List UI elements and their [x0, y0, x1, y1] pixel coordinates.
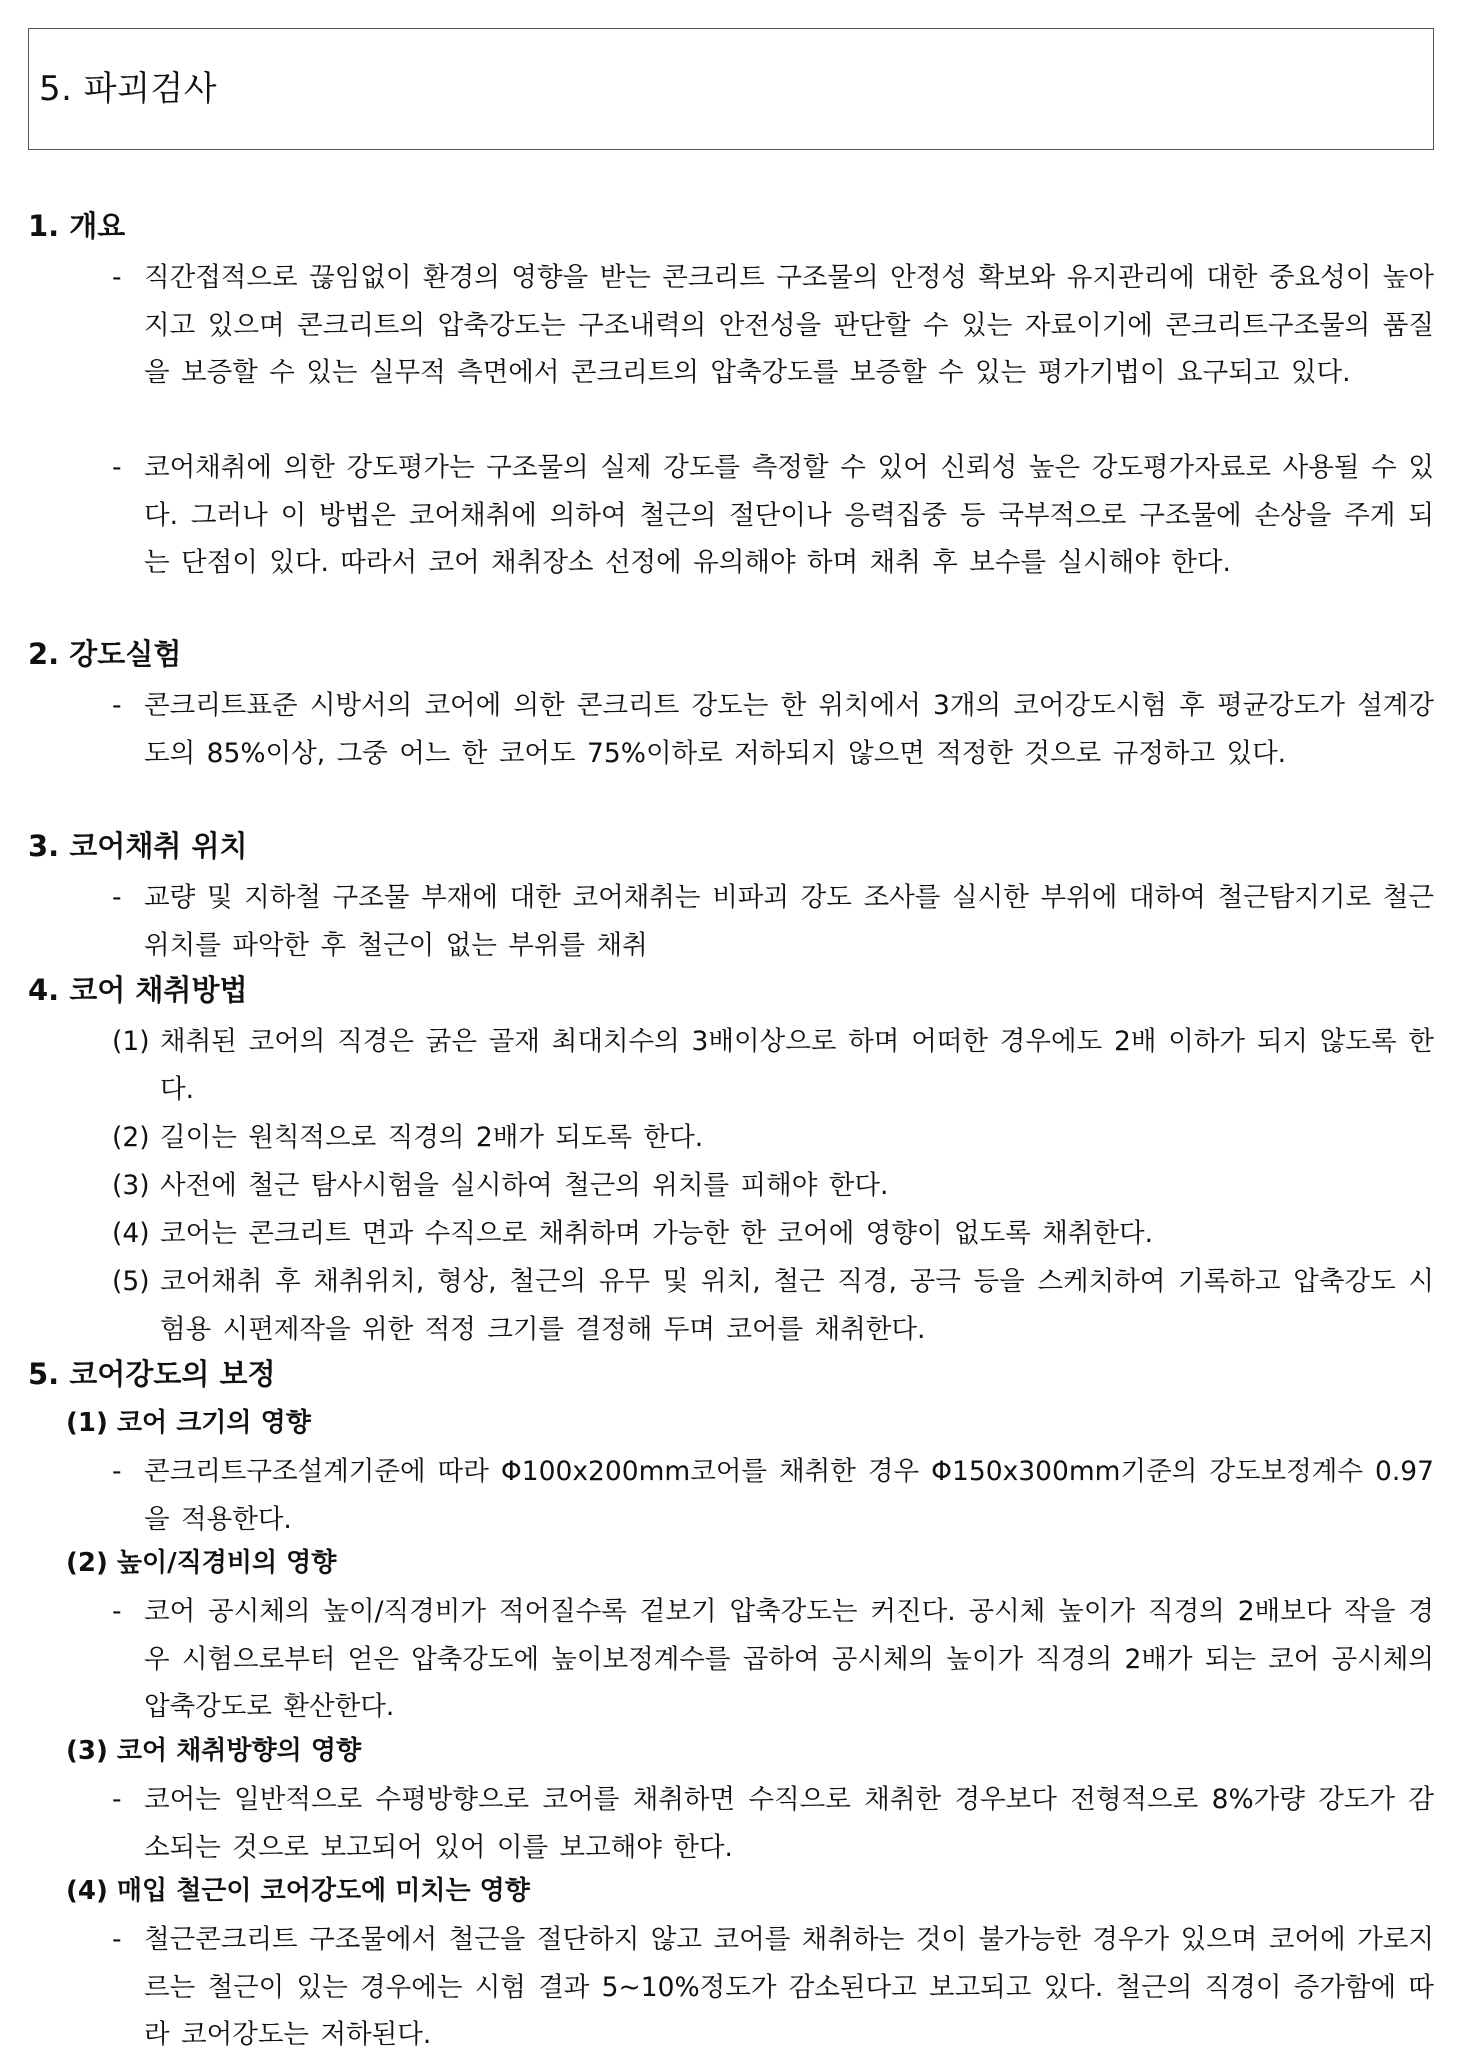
- overview-paragraph-1: [112, 254, 1434, 397]
- core-size-paragraph: [112, 1448, 1434, 1543]
- dash-bullet: -: [112, 882, 122, 913]
- dash-bullet: -: [112, 1596, 122, 1627]
- strength-test-paragraph: [112, 682, 1434, 777]
- paragraph-text: 교량 및 지하철 구조물 부재에 대한 코어채취는 비파괴 강도 조사를 실시한 부위에 대하여 철근탐지기로 철근위치를 파악한 후 철근이 없는 부위를 채취: [144, 882, 1434, 961]
- section-heading-core-correction: 5. 코어강도의 보정: [28, 1357, 276, 1391]
- coring-direction-paragraph: [112, 1776, 1434, 1871]
- item-text: 코어는 콘크리트 면과 수직으로 채취하며 가능한 한 코어에 영향이 없도록 채취한다.: [160, 1218, 1154, 1249]
- subsection-heading-core-size: (1) 코어 크기의 영향: [66, 1408, 311, 1438]
- item-number: (2): [112, 1122, 150, 1153]
- page-title: 5. 파괴검사: [39, 69, 218, 109]
- subsection-heading-height-diameter: (2) 높이/직경비의 영향: [66, 1548, 337, 1578]
- item-text: 사전에 철근 탐사시험을 실시하여 철근의 위치를 피해야 한다.: [160, 1170, 889, 1201]
- section-heading-core-method: 4. 코어 채취방법: [28, 973, 248, 1007]
- section-heading-overview: 1. 개요: [28, 209, 126, 243]
- embedded-rebar-paragraph: [112, 1916, 1434, 2059]
- paragraph-text: 직간접적으로 끊임없이 환경의 영향을 받는 콘크리트 구조물의 안정성 확보와 유지관리에 대한 중요성이 높아지고 있으며 콘크리트의 압축강도는 구조내력의 안전성을 판단할 수 있는 자료이기에 콘크리트구조물의 품질을 보증할 수 있는 실무적 측면에서 콘크리트의 압축강도를 보증할 수 있는 평가기법이 요구되고 있다.: [144, 262, 1434, 388]
- item-number: (1): [112, 1026, 150, 1057]
- dash-bullet: -: [112, 1924, 122, 1955]
- item-number: (4): [112, 1218, 150, 1249]
- dash-bullet: -: [112, 1456, 122, 1487]
- core-location-paragraph: [112, 874, 1434, 969]
- item-number: (5): [112, 1266, 150, 1297]
- height-diameter-paragraph: [112, 1588, 1434, 1731]
- paragraph-text: 콘크리트구조설계기준에 따라 Φ100x200mm코어를 채취한 경우 Φ150x300mm기준의 강도보정계수 0.97을 적용한다.: [144, 1456, 1434, 1535]
- paragraph-text: 코어는 일반적으로 수평방향으로 코어를 채취하면 수직으로 채취한 경우보다 전형적으로 8%가량 강도가 감소되는 것으로 보고되어 있어 이를 보고해야 한다.: [144, 1784, 1434, 1863]
- page-title-box: [28, 28, 1434, 150]
- paragraph-text: 코어 공시체의 높이/직경비가 적어질수록 겉보기 압축강도는 커진다. 공시체 높이가 직경의 2배보다 작을 경우 시험으로부터 얻은 압축강도에 높이보정계수를 곱하여 공시체의 높이가 직경의 2배가 되는 코어 공시체의 압축강도로 환산한다.: [144, 1596, 1434, 1722]
- method-item-4: [112, 1210, 1434, 1258]
- section-heading-strength-test: 2. 강도실험: [28, 637, 182, 671]
- dash-bullet: -: [112, 452, 122, 483]
- item-text: 채취된 코어의 직경은 굵은 골재 최대치수의 3배이상으로 하며 어떠한 경우에도 2배 이하가 되지 않도록 한다.: [160, 1026, 1434, 1105]
- paragraph-text: 철근콘크리트 구조물에서 철근을 절단하지 않고 코어를 채취하는 것이 불가능한 경우가 있으며 코어에 가로지르는 철근이 있는 경우에는 시험 결과 5~10%정도가 감소된다고 보고되고 있다. 철근의 직경이 증가함에 따라 코어강도는 저하된다.: [144, 1924, 1434, 2050]
- item-text: 길이는 원칙적으로 직경의 2배가 되도록 한다.: [160, 1122, 704, 1153]
- item-text: 코어채취 후 채취위치, 형상, 철근의 유무 및 위치, 철근 직경, 공극 등을 스케치하여 기록하고 압축강도 시험용 시편제작을 위한 적정 크기를 결정해 두며 코어를 채취한다.: [160, 1266, 1434, 1345]
- section-heading-core-location: 3. 코어채취 위치: [28, 829, 248, 863]
- method-item-5: [112, 1258, 1434, 1353]
- dash-bullet: -: [112, 1784, 122, 1815]
- item-number: (3): [112, 1170, 150, 1201]
- paragraph-text: 콘크리트표준 시방서의 코어에 의한 콘크리트 강도는 한 위치에서 3개의 코어강도시험 후 평균강도가 설계강도의 85%이상, 그중 어느 한 코어도 75%이하로 저하되지 않으면 적정한 것으로 규정하고 있다.: [144, 690, 1434, 769]
- dash-bullet: -: [112, 262, 122, 293]
- method-item-1: [112, 1018, 1434, 1113]
- method-item-2: [112, 1114, 1434, 1162]
- paragraph-text: 코어채취에 의한 강도평가는 구조물의 실제 강도를 측정할 수 있어 신뢰성 높은 강도평가자료로 사용될 수 있다. 그러나 이 방법은 코어채취에 의하여 철근의 절단이나 응력집중 등 국부적으로 구조물에 손상을 주게 되는 단점이 있다. 따라서 코어 채취장소 선정에 유의해야 하며 채취 후 보수를 실시해야 한다.: [144, 452, 1434, 578]
- dash-bullet: -: [112, 690, 122, 721]
- method-item-3: [112, 1162, 1434, 1210]
- subsection-heading-coring-direction: (3) 코어 채취방향의 영향: [66, 1736, 362, 1766]
- subsection-heading-embedded-rebar: (4) 매입 철근이 코어강도에 미치는 영향: [66, 1876, 530, 1906]
- overview-paragraph-2: [112, 444, 1434, 587]
